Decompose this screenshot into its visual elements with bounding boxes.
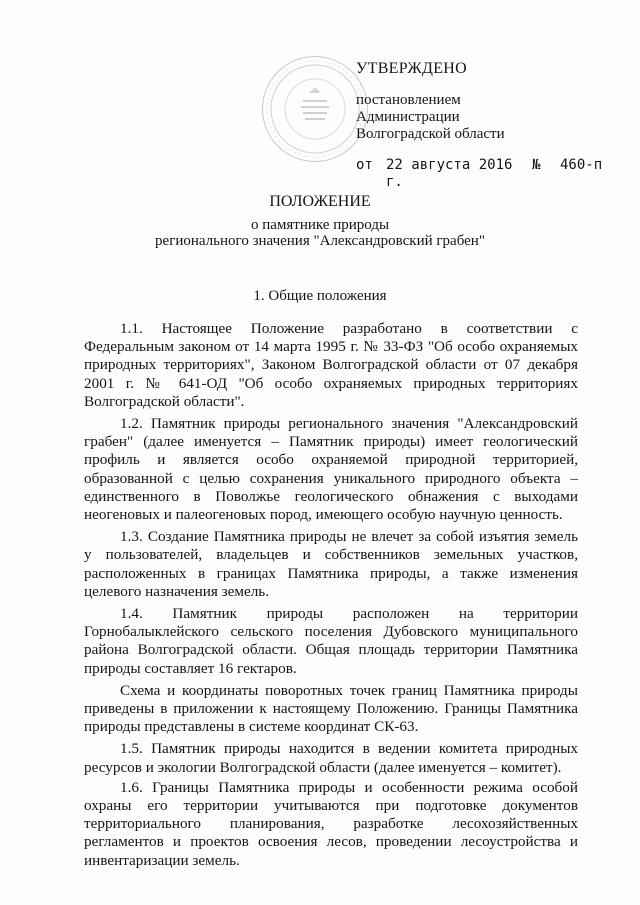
document-subtitle [0,217,640,249]
approval-line-3: Волгоградской области [356,126,505,142]
approval-number: 460-п [560,157,603,173]
paragraph-1-3: 1.3. Создание Памятника природы не влечет за собой изъятия земель у пользователей, владельцев и собственников земельных участков, расположенных в границах Памятника природы, а также изменения целевого назначения земель. [84,528,578,600]
paragraph-1-2: 1.2. Памятник природы регионального значения "Александровский грабен" (далее именуется – Памятник природы) имеет геологический профиль и является особо охраняемой природной территорией, образованной с целью сохранения уникального природного объекта – единственного в Поволжье геологического обнажения с выходами неогеновых и палеогеновых пород, имеющего особую научную ценность. [84,415,578,524]
approval-block [356,60,602,191]
paragraph-1-4-scheme: Схема и координаты поворотных точек границ Памятника природы приведены в приложении к настоящему Положению. Границы Памятника природы представлены в системе координат СК-63. [84,681,578,736]
approval-date: 22 августа 2016 г. [386,157,513,190]
document-body [84,320,578,874]
approval-line-2: Администрации [356,109,460,125]
document-title: ПОЛОЖЕНИЕ [269,193,371,210]
from-label: от [356,157,373,173]
approval-date-row [356,157,602,191]
subtitle-line-2: регионального значения "Александровский грабен" [155,233,485,249]
subtitle-line-1: о памятнике природы [250,217,390,233]
seal-emblem-icon [263,57,367,161]
paragraph-1-4: 1.4. Памятник природы расположен на территории Горнобалыклейского сельского поселения Дубовского муниципального района Волгоградской области. Общая площадь территории Памятника природы составляет 16 гектаров. [84,605,578,677]
approval-title: УТВЕРЖДЕНО [356,60,468,77]
section-title: 1. Общие положения [253,288,387,304]
paragraph-1-1: 1.1. Настоящее Положение разработано в соответствии с Федеральным законом от 14 марта 1995 г. № 33-ФЗ "Об особо охраняемых природных территориях", Законом Волгоградской области от 07 декабря 2001 г. № 641-ОД "Об особо охраняемых природных территориях Волгоградской области". [84,320,578,410]
official-seal [262,56,368,162]
paragraph-1-6: 1.6. Границы Памятника природы и особенности режима особой охраны его территории учитываются при подготовке документов территориального планирования, разработке лесохозяйственных регламентов и проектов освоения лесов, проведении лесоустройства и инвентаризации земель. [84,778,578,869]
approval-line-1: постановлением [356,92,461,108]
paragraph-1-5: 1.5. Памятник природы находится в ведении комитета природных ресурсов и экологии Волгоградской области (далее именуется – комитет). [84,740,578,776]
number-label: № [532,157,541,173]
